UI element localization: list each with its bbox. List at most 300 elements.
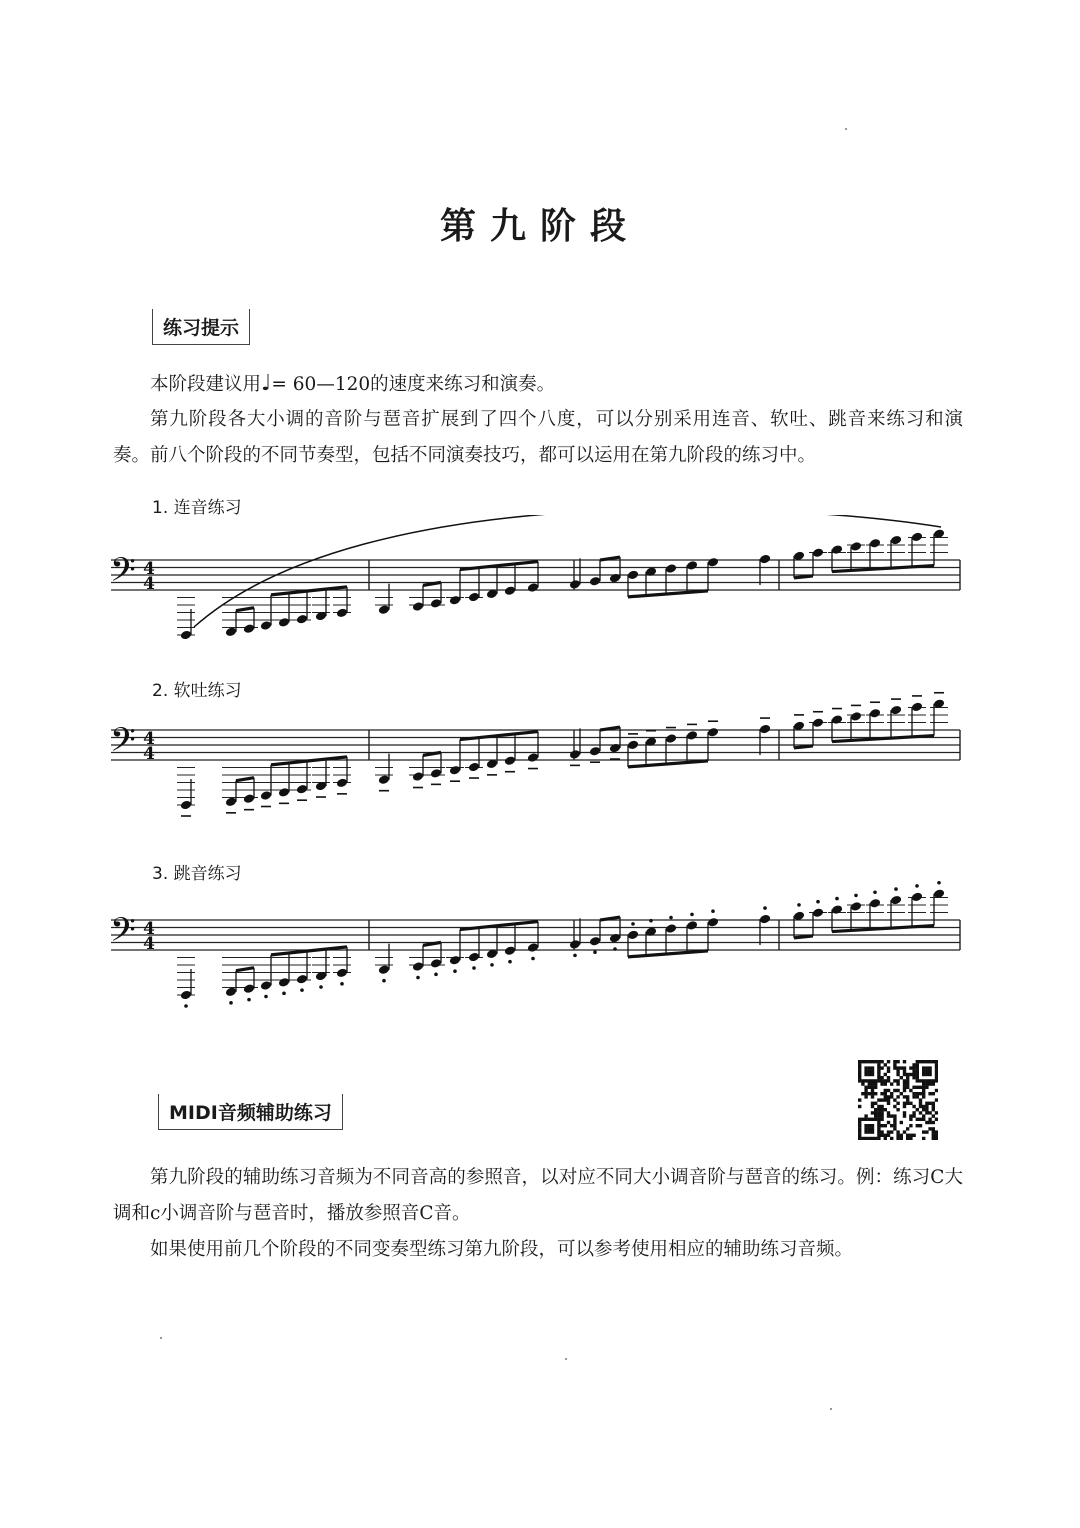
qr-module (896, 1134, 899, 1137)
qr-module (909, 1073, 912, 1076)
qr-module (922, 1130, 925, 1133)
staccato-dot (649, 919, 653, 923)
note-head (627, 930, 639, 941)
qr-module (912, 1063, 915, 1066)
staccato-dot (453, 969, 457, 973)
qr-module (893, 1118, 896, 1121)
note-head (869, 538, 881, 549)
qr-module (884, 1095, 887, 1098)
qr-module (935, 1111, 938, 1114)
note-head (412, 771, 424, 782)
qr-module (880, 1118, 883, 1121)
qr-module (877, 1070, 880, 1073)
qr-module (919, 1124, 922, 1127)
qr-module (864, 1060, 867, 1063)
note-head (589, 746, 601, 757)
note-head (296, 784, 308, 795)
qr-module (896, 1066, 899, 1069)
qr-module (932, 1127, 935, 1130)
staccato-dot (282, 992, 286, 996)
qr-module (858, 1130, 861, 1133)
qr-module (922, 1082, 925, 1085)
qr-module (874, 1082, 877, 1085)
staccato-dot (416, 976, 420, 980)
qr-module (925, 1105, 928, 1108)
qr-module (906, 1082, 909, 1085)
qr-module (874, 1092, 877, 1095)
qr-module (922, 1137, 925, 1140)
qr-module (925, 1060, 928, 1063)
staccato-dot (816, 900, 820, 904)
staccato-dot (937, 881, 941, 885)
qr-module (903, 1086, 906, 1089)
bass-clef-icon: 𝄢 (110, 551, 136, 598)
note-head (243, 623, 255, 634)
qr-module (896, 1089, 899, 1092)
qr-module (893, 1121, 896, 1124)
qr-module (890, 1114, 893, 1117)
qr-module (909, 1124, 912, 1127)
qr-module (900, 1121, 903, 1124)
note-head (260, 980, 272, 991)
qr-module (925, 1111, 928, 1114)
qr-module (896, 1060, 899, 1063)
qr-module (909, 1102, 912, 1105)
qr-module (912, 1073, 915, 1076)
qr-module (858, 1098, 861, 1101)
note-head (890, 535, 902, 546)
qr-module (935, 1073, 938, 1076)
note-head (504, 585, 516, 596)
qr-module (935, 1070, 938, 1073)
qr-module (922, 1095, 925, 1098)
qr-module (871, 1086, 874, 1089)
qr-module (903, 1111, 906, 1114)
example-label-tenuto: 2. 软吐练习 (152, 681, 242, 701)
qr-module (912, 1105, 915, 1108)
note-head (831, 904, 843, 915)
qr-module (887, 1134, 890, 1137)
note-beam (236, 778, 254, 781)
qr-module (912, 1076, 915, 1079)
qr-module (868, 1118, 871, 1121)
note-beam (236, 968, 254, 971)
qr-module (912, 1111, 915, 1114)
qr-module (903, 1102, 906, 1105)
qr-module (880, 1111, 883, 1114)
qr-module (890, 1130, 893, 1133)
qr-module (884, 1108, 887, 1111)
qr-module (877, 1111, 880, 1114)
note-head (180, 630, 192, 641)
qr-module (877, 1130, 880, 1133)
qr-module (880, 1105, 883, 1108)
staccato-dot (873, 890, 877, 894)
qr-module (932, 1121, 935, 1124)
qr-module (935, 1063, 938, 1066)
qr-module (903, 1095, 906, 1098)
qr-module (916, 1092, 919, 1095)
qr-module (861, 1137, 864, 1140)
qr-module (919, 1060, 922, 1063)
qr-module (871, 1089, 874, 1092)
qr-module (871, 1079, 874, 1082)
qr-module (916, 1095, 919, 1098)
qr-module (928, 1066, 931, 1069)
qr-module (884, 1079, 887, 1082)
qr-module (858, 1066, 861, 1069)
qr-module (896, 1082, 899, 1085)
note-head (278, 617, 290, 628)
note-head (890, 705, 902, 716)
qr-module (916, 1118, 919, 1121)
qr-module (932, 1060, 935, 1063)
qr-module (887, 1079, 890, 1082)
qr-module (884, 1082, 887, 1085)
note-head (911, 532, 923, 543)
note-head (686, 560, 698, 571)
time-signature-bottom: 4 (143, 744, 155, 764)
qr-module (893, 1060, 896, 1063)
qr-module (935, 1076, 938, 1079)
qr-module (868, 1086, 871, 1089)
qr-module (903, 1073, 906, 1076)
qr-module (880, 1092, 883, 1095)
quarter-note-icon: ♩ (261, 371, 272, 396)
staff-staccato (105, 875, 965, 1010)
note-head (260, 790, 272, 801)
qr-module (903, 1070, 906, 1073)
qr-module (877, 1121, 880, 1124)
qr-module (922, 1114, 925, 1117)
note-head (504, 755, 516, 766)
note-head (225, 796, 237, 807)
note-head (180, 990, 192, 1001)
qr-module (887, 1095, 890, 1098)
qr-module (912, 1070, 915, 1073)
qr-module (868, 1070, 871, 1073)
note-beam (236, 608, 254, 611)
qr-module (864, 1079, 867, 1082)
qr-module (864, 1092, 867, 1095)
note-head (759, 914, 771, 925)
qr-module (858, 1121, 861, 1124)
qr-module (916, 1063, 919, 1066)
qr-module (906, 1079, 909, 1082)
note-beam (271, 757, 347, 765)
note-head (850, 541, 862, 552)
qr-module (935, 1089, 938, 1092)
qr-module (880, 1114, 883, 1117)
staccato-dot (573, 954, 577, 958)
qr-module (893, 1127, 896, 1130)
note-head (665, 733, 677, 744)
note-head (589, 576, 601, 587)
qr-module (884, 1063, 887, 1066)
qr-module (925, 1082, 928, 1085)
staff-legato (105, 515, 965, 650)
qr-module (868, 1124, 871, 1127)
qr-module (928, 1118, 931, 1121)
qr-module (871, 1111, 874, 1114)
qr-module (877, 1079, 880, 1082)
note-head (296, 614, 308, 625)
note-head (911, 892, 923, 903)
qr-module (896, 1079, 899, 1082)
qr-module (874, 1137, 877, 1140)
note-head (412, 601, 424, 612)
qr-module (919, 1105, 922, 1108)
note-head (412, 961, 424, 972)
qr-module (900, 1066, 903, 1069)
note-beam (460, 922, 538, 930)
qr-module (932, 1108, 935, 1111)
qr-module (928, 1092, 931, 1095)
staccato-dot (797, 903, 801, 907)
qr-module (896, 1095, 899, 1098)
qr-module (877, 1105, 880, 1108)
qr-module (893, 1114, 896, 1117)
note-head (378, 774, 390, 785)
note-head (180, 800, 192, 811)
qr-module (877, 1118, 880, 1121)
qr-module (906, 1137, 909, 1140)
staccato-dot (711, 909, 715, 913)
qr-module (928, 1121, 931, 1124)
note-head (504, 945, 516, 956)
note-beam (628, 761, 708, 767)
qr-module (887, 1060, 890, 1063)
staccato-dot (319, 985, 323, 989)
qr-module (868, 1060, 871, 1063)
qr-module (893, 1105, 896, 1108)
staccato-dot (531, 957, 535, 961)
qr-module (912, 1086, 915, 1089)
note-head (430, 768, 442, 779)
note-head (336, 968, 348, 979)
staccato-dot (669, 916, 673, 920)
note-head (527, 752, 539, 763)
qr-module (919, 1102, 922, 1105)
qr-module (903, 1089, 906, 1092)
qr-module (900, 1092, 903, 1095)
qr-module (893, 1124, 896, 1127)
qr-module (871, 1060, 874, 1063)
qr-module (906, 1102, 909, 1105)
qr-module (874, 1108, 877, 1111)
qr-module (925, 1073, 928, 1076)
note-head (812, 547, 824, 558)
qr-module (916, 1108, 919, 1111)
qr-module (858, 1070, 861, 1073)
qr-module (877, 1114, 880, 1117)
qr-module (932, 1137, 935, 1140)
qr-module (935, 1134, 938, 1137)
qr-module (900, 1137, 903, 1140)
note-head (686, 730, 698, 741)
time-signature-top: 4 (143, 729, 155, 749)
qr-module (916, 1070, 919, 1073)
staccato-dot (490, 963, 494, 967)
note-head (260, 620, 272, 631)
qr-module (858, 1127, 861, 1130)
qr-module (922, 1089, 925, 1092)
bass-clef-icon: 𝄢 (110, 911, 136, 958)
note-beam (628, 591, 708, 597)
note-head (911, 702, 923, 713)
qr-module (893, 1098, 896, 1101)
qr-module (893, 1066, 896, 1069)
staccato-dot (690, 913, 694, 917)
scan-speck (830, 1408, 832, 1410)
qr-module (871, 1082, 874, 1085)
intro-paragraph: 第九阶段各大小调的音阶与琶音扩展到了四个八度，可以分别采用连音、软吐、跳音来练习和演奏。前八个阶段的不同节奏型，包括不同演奏技巧，都可以运用在第九阶段的练习中。 (113, 409, 963, 466)
qr-module (871, 1118, 874, 1121)
note-head (609, 743, 621, 754)
qr-module (903, 1105, 906, 1108)
scan-speck (845, 128, 847, 130)
qr-module (919, 1086, 922, 1089)
qr-module (868, 1092, 871, 1095)
time-signature-bottom: 4 (143, 574, 155, 594)
qr-module (909, 1114, 912, 1117)
qr-module (871, 1095, 874, 1098)
qr-module (912, 1114, 915, 1117)
qr-module (874, 1102, 877, 1105)
staccato-dot (835, 897, 839, 901)
qr-module (877, 1108, 880, 1111)
note-beam (832, 736, 934, 742)
qr-module (880, 1108, 883, 1111)
qr-module (928, 1073, 931, 1076)
note-head (665, 923, 677, 934)
qr-module (900, 1134, 903, 1137)
note-head (812, 907, 824, 918)
qr-module (880, 1130, 883, 1133)
qr-module (932, 1079, 935, 1082)
qr-module (925, 1066, 928, 1069)
qr-module (874, 1118, 877, 1121)
qr-module (912, 1095, 915, 1098)
qr-module (925, 1121, 928, 1124)
qr-module (890, 1082, 893, 1085)
qr-module (871, 1066, 874, 1069)
qr-module (864, 1089, 867, 1092)
qr-module (916, 1073, 919, 1076)
qr-module (858, 1073, 861, 1076)
qr-module (928, 1079, 931, 1082)
qr-module (864, 1073, 867, 1076)
staccato-dot (593, 950, 597, 954)
qr-module (922, 1073, 925, 1076)
note-head (869, 898, 881, 909)
page-title: 第九阶段 (439, 206, 640, 247)
staccato-dot (763, 906, 767, 910)
qr-module (928, 1070, 931, 1073)
qr-module (861, 1092, 864, 1095)
note-head (665, 563, 677, 574)
qr-module (935, 1098, 938, 1101)
note-head (378, 964, 390, 975)
qr-module (880, 1082, 883, 1085)
qr-module (925, 1130, 928, 1133)
qr-module (912, 1092, 915, 1095)
note-head (589, 936, 601, 947)
staccato-dot (631, 922, 635, 926)
qr-module (861, 1060, 864, 1063)
qr-module (880, 1134, 883, 1137)
note-beam (832, 926, 934, 932)
qr-module (864, 1137, 867, 1140)
note-head (869, 708, 881, 719)
qr-module (900, 1076, 903, 1079)
qr-module (935, 1079, 938, 1082)
slur-mark (194, 515, 941, 627)
qr-code-icon (858, 1060, 938, 1140)
qr-module (906, 1098, 909, 1101)
qr-module (903, 1066, 906, 1069)
qr-module (884, 1137, 887, 1140)
note-head (225, 626, 237, 637)
qr-module (871, 1124, 874, 1127)
qr-module (884, 1124, 887, 1127)
staccato-dot (434, 973, 438, 977)
qr-module (903, 1114, 906, 1117)
qr-module (896, 1070, 899, 1073)
note-head (812, 717, 824, 728)
qr-module (916, 1086, 919, 1089)
qr-module (935, 1060, 938, 1063)
note-beam (271, 947, 347, 955)
note-head (378, 604, 390, 615)
qr-module (925, 1079, 928, 1082)
qr-module (906, 1127, 909, 1130)
qr-module (887, 1114, 890, 1117)
qr-module (868, 1082, 871, 1085)
qr-module (877, 1073, 880, 1076)
qr-module (877, 1127, 880, 1130)
qr-module (925, 1108, 928, 1111)
note-beam (794, 936, 813, 938)
qr-module (858, 1063, 861, 1066)
qr-module (932, 1082, 935, 1085)
qr-module (919, 1098, 922, 1101)
qr-module (884, 1092, 887, 1095)
qr-module (928, 1060, 931, 1063)
note-head (686, 920, 698, 931)
qr-module (871, 1092, 874, 1095)
note-head (336, 778, 348, 789)
qr-module (932, 1130, 935, 1133)
staccato-dot (247, 998, 251, 1002)
note-beam (460, 562, 538, 570)
practice-tips-heading: 练习提示 (152, 309, 250, 345)
qr-module (922, 1060, 925, 1063)
qr-module (890, 1124, 893, 1127)
qr-module (935, 1066, 938, 1069)
midi-paragraph: 第九阶段的辅助练习音频为不同音高的参照音，以对应不同大小调音阶与琶音的练习。例：练习C大调和c小调音阶与琶音时，播放参照音C音。 (113, 1167, 963, 1224)
note-head (278, 977, 290, 988)
qr-module (928, 1127, 931, 1130)
tempo-text-before: 本阶段建议用 (150, 374, 262, 395)
qr-module (896, 1137, 899, 1140)
note-beam (794, 576, 813, 578)
qr-module (861, 1118, 864, 1121)
qr-module (887, 1076, 890, 1079)
qr-module (887, 1089, 890, 1092)
note-head (278, 787, 290, 798)
qr-module (868, 1137, 871, 1140)
